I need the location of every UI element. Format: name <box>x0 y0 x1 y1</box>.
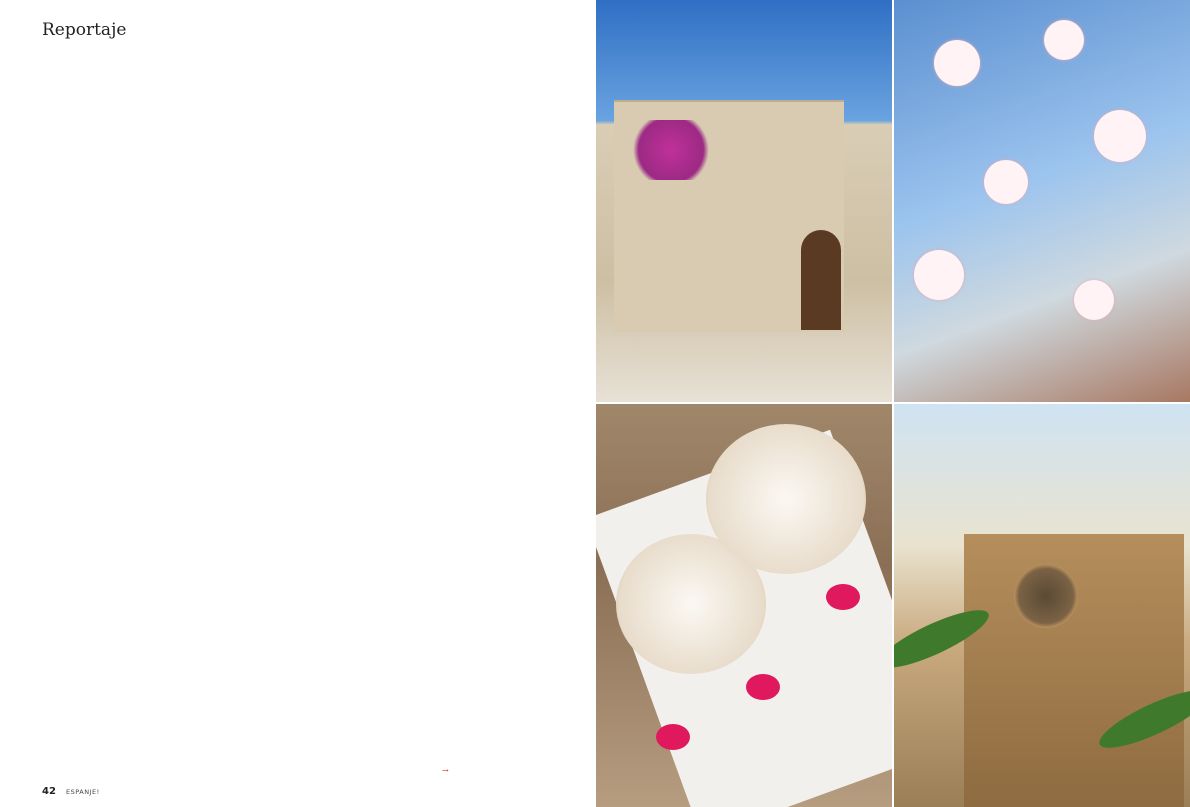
blossom <box>1044 20 1084 60</box>
arched-door <box>801 230 841 330</box>
blossom <box>1094 110 1146 162</box>
rose-petal <box>746 674 780 700</box>
ensaimada-pastry-photo <box>596 404 892 807</box>
rose-window <box>1014 564 1078 628</box>
page-number: 42 <box>42 786 56 797</box>
blossom <box>1074 280 1114 320</box>
ensaimada-bun <box>706 424 866 574</box>
blossom <box>914 250 964 300</box>
continue-arrow-icon: → <box>442 766 449 775</box>
section-label: Reportaje <box>42 20 127 40</box>
cathedral-photo <box>894 404 1190 807</box>
blossom <box>934 40 980 86</box>
almond-blossom-photo <box>894 0 1190 402</box>
village-house-photo <box>596 0 892 402</box>
magazine-name: ESPANJE! <box>66 788 100 796</box>
cathedral-facade <box>964 534 1184 807</box>
blossom <box>984 160 1028 204</box>
article-column-right <box>299 128 549 135</box>
rose-petal <box>826 584 860 610</box>
article-column-left <box>42 128 292 135</box>
bougainvillea-flowers <box>626 120 716 180</box>
rose-petal <box>656 724 690 750</box>
page-footer <box>42 779 100 798</box>
